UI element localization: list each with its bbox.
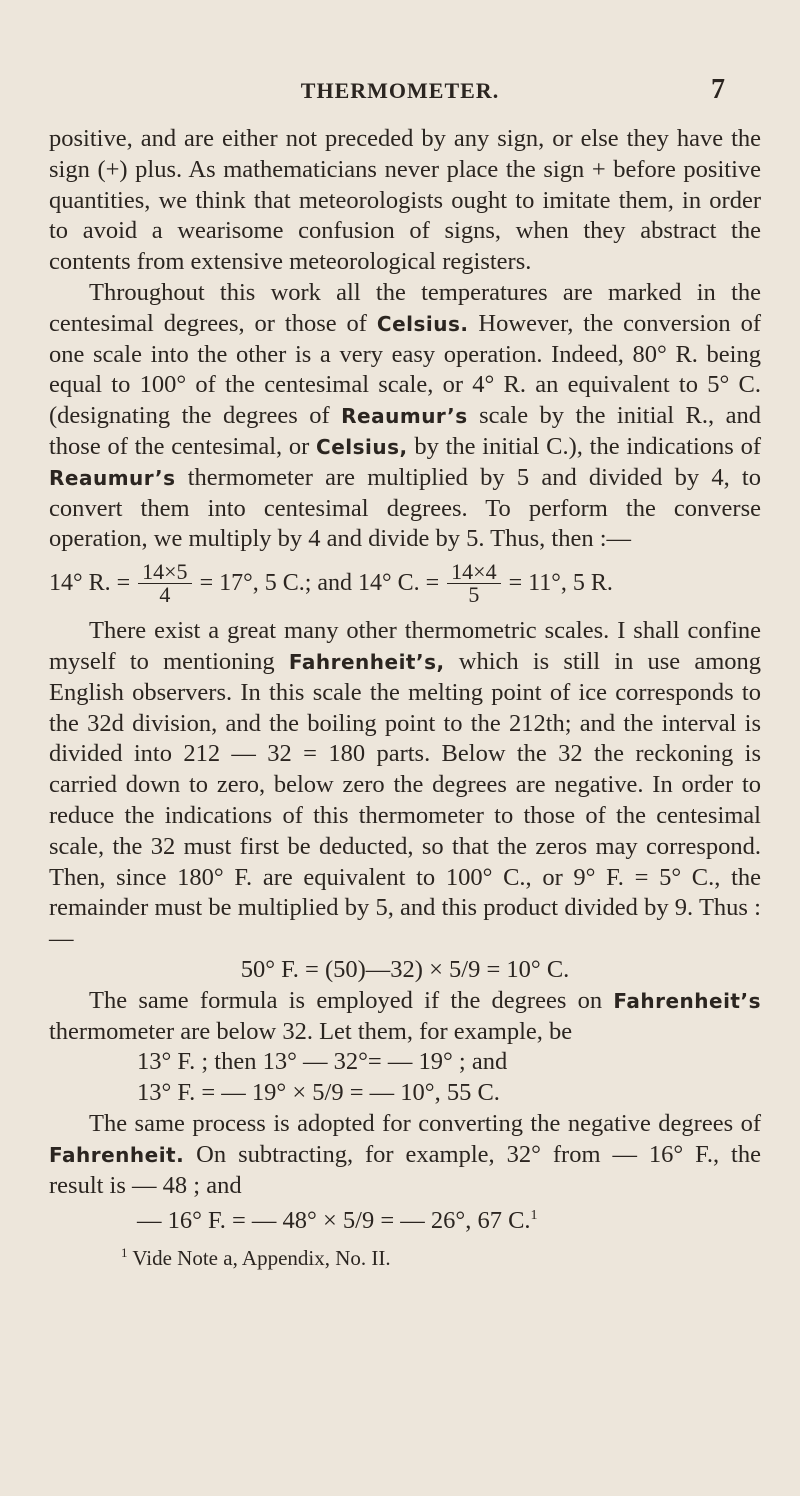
name-reaumur: Reaumur’s	[49, 465, 176, 490]
footnote-text: Vide Note a, Appendix, No. II.	[132, 1246, 391, 1271]
footnote	[49, 1239, 761, 1272]
formula-right: = 11°, 5 R.	[508, 570, 613, 597]
name-reaumur: Reaumur’s	[341, 404, 468, 429]
fraction-denominator: 4	[159, 582, 171, 608]
paragraph-3	[49, 616, 761, 955]
fraction	[447, 561, 500, 606]
name-fahrenheit: Fahrenheit.	[49, 1142, 185, 1167]
text-run: Throughout this work all the temperatures are marked in the centesimal degrees, or those of	[49, 278, 761, 337]
text-run: scale by the initial R., and those of the centesimal, or	[49, 402, 761, 460]
paragraph-1-text: positive, and are either not preceded by any sign, or else they have the sign (+) plus. As mathematicians never place the sign + before positive quantities, we think that meteorologists ought to imitate them, in order to avoid a wearisome confusion of signs, when they abstract the contents from extensive meteorological registers.	[49, 125, 761, 276]
page-number: 7	[711, 74, 725, 105]
text-run: The same formula is employed if the degrees on	[89, 986, 614, 1014]
text-run: However, the conversion of one scale into the other is a very easy operation. Indeed, 80° R. being equal to 100° of the centesimal scale, or 4° R. an equivalent to 5° C. (designating the degrees of	[49, 309, 761, 430]
name-fahrenheit: Fahrenheit’s	[613, 988, 761, 1013]
fraction-numerator: 14×4	[447, 561, 500, 584]
body-text	[49, 124, 761, 1272]
equation-1: 50° F. = (50)—32) × 5/9 = 10° C.	[240, 955, 570, 983]
paragraph-1	[49, 124, 761, 278]
name-celsius: Celsius,	[316, 434, 408, 459]
equation-3: 13° F. = — 19° × 5/9 = — 10°, 55 C.	[137, 1079, 500, 1107]
equation-2: 13° F. ; then 13° — 32°= — 19° ; and	[137, 1048, 508, 1076]
text-run: There exist a great many other thermometric scales. I shall confine myself to mentioning	[49, 617, 761, 675]
text-run: by the initial C.), the indications of	[407, 432, 761, 460]
paragraph-2	[49, 278, 761, 555]
equation-4-text: — 16° F. = — 48° × 5/9 = — 26°, 67 C.	[137, 1207, 531, 1235]
footnote-marker: 1	[121, 1245, 128, 1261]
paragraph-4	[49, 986, 761, 1048]
fraction	[138, 561, 191, 606]
running-title: THERMOMETER.	[300, 78, 500, 103]
name-fahrenheit: Fahrenheit’s,	[288, 649, 445, 674]
conversion-formula	[49, 561, 761, 606]
name-celsius: Celsius.	[376, 311, 469, 336]
text-run: The same process is adopted for converting the negative degrees of	[89, 1109, 761, 1137]
text-run: On subtracting, for example, 32° from — 16° F., the result is — 48 ; and	[49, 1140, 761, 1199]
footnote-reference[interactable]: 1	[530, 1208, 538, 1224]
text-run: thermometer are below 32. Let them, for example, be	[49, 1017, 573, 1045]
equation-4	[49, 1201, 761, 1237]
fraction-numerator: 14×5	[138, 561, 191, 584]
formula-middle: = 17°, 5 C.; and 14° C. =	[199, 570, 440, 597]
formula-left: 14° R. =	[49, 570, 131, 597]
paragraph-5	[49, 1109, 761, 1201]
page-header	[45, 74, 755, 108]
text-run: which is still in use among English observers. In this scale the melting point of ice corresponds to the 32d division, and the boiling point to the 212th; and the interval is divided into 212 — 32 = 180 parts. Below the 32 the reckoning is carried down to zero, below zero the degrees are negative. In order to reduce the indications of this thermometer to those of the centesimal scale, the 32 must first be deducted, so that the zeros may correspond. Then, since 180° F. are equivalent to 100° C., or 9° F. = 5° C., the remainder must be multiplied by 5, and this product divided by 9. Thus :—	[49, 647, 762, 953]
fraction-denominator: 5	[468, 582, 480, 608]
text-run: thermometer are multiplied by 5 and divided by 4, to convert them into centesimal degrees. To perform the converse operation, we multiply by 4 and divide by 5. Thus, then :—	[49, 463, 761, 553]
